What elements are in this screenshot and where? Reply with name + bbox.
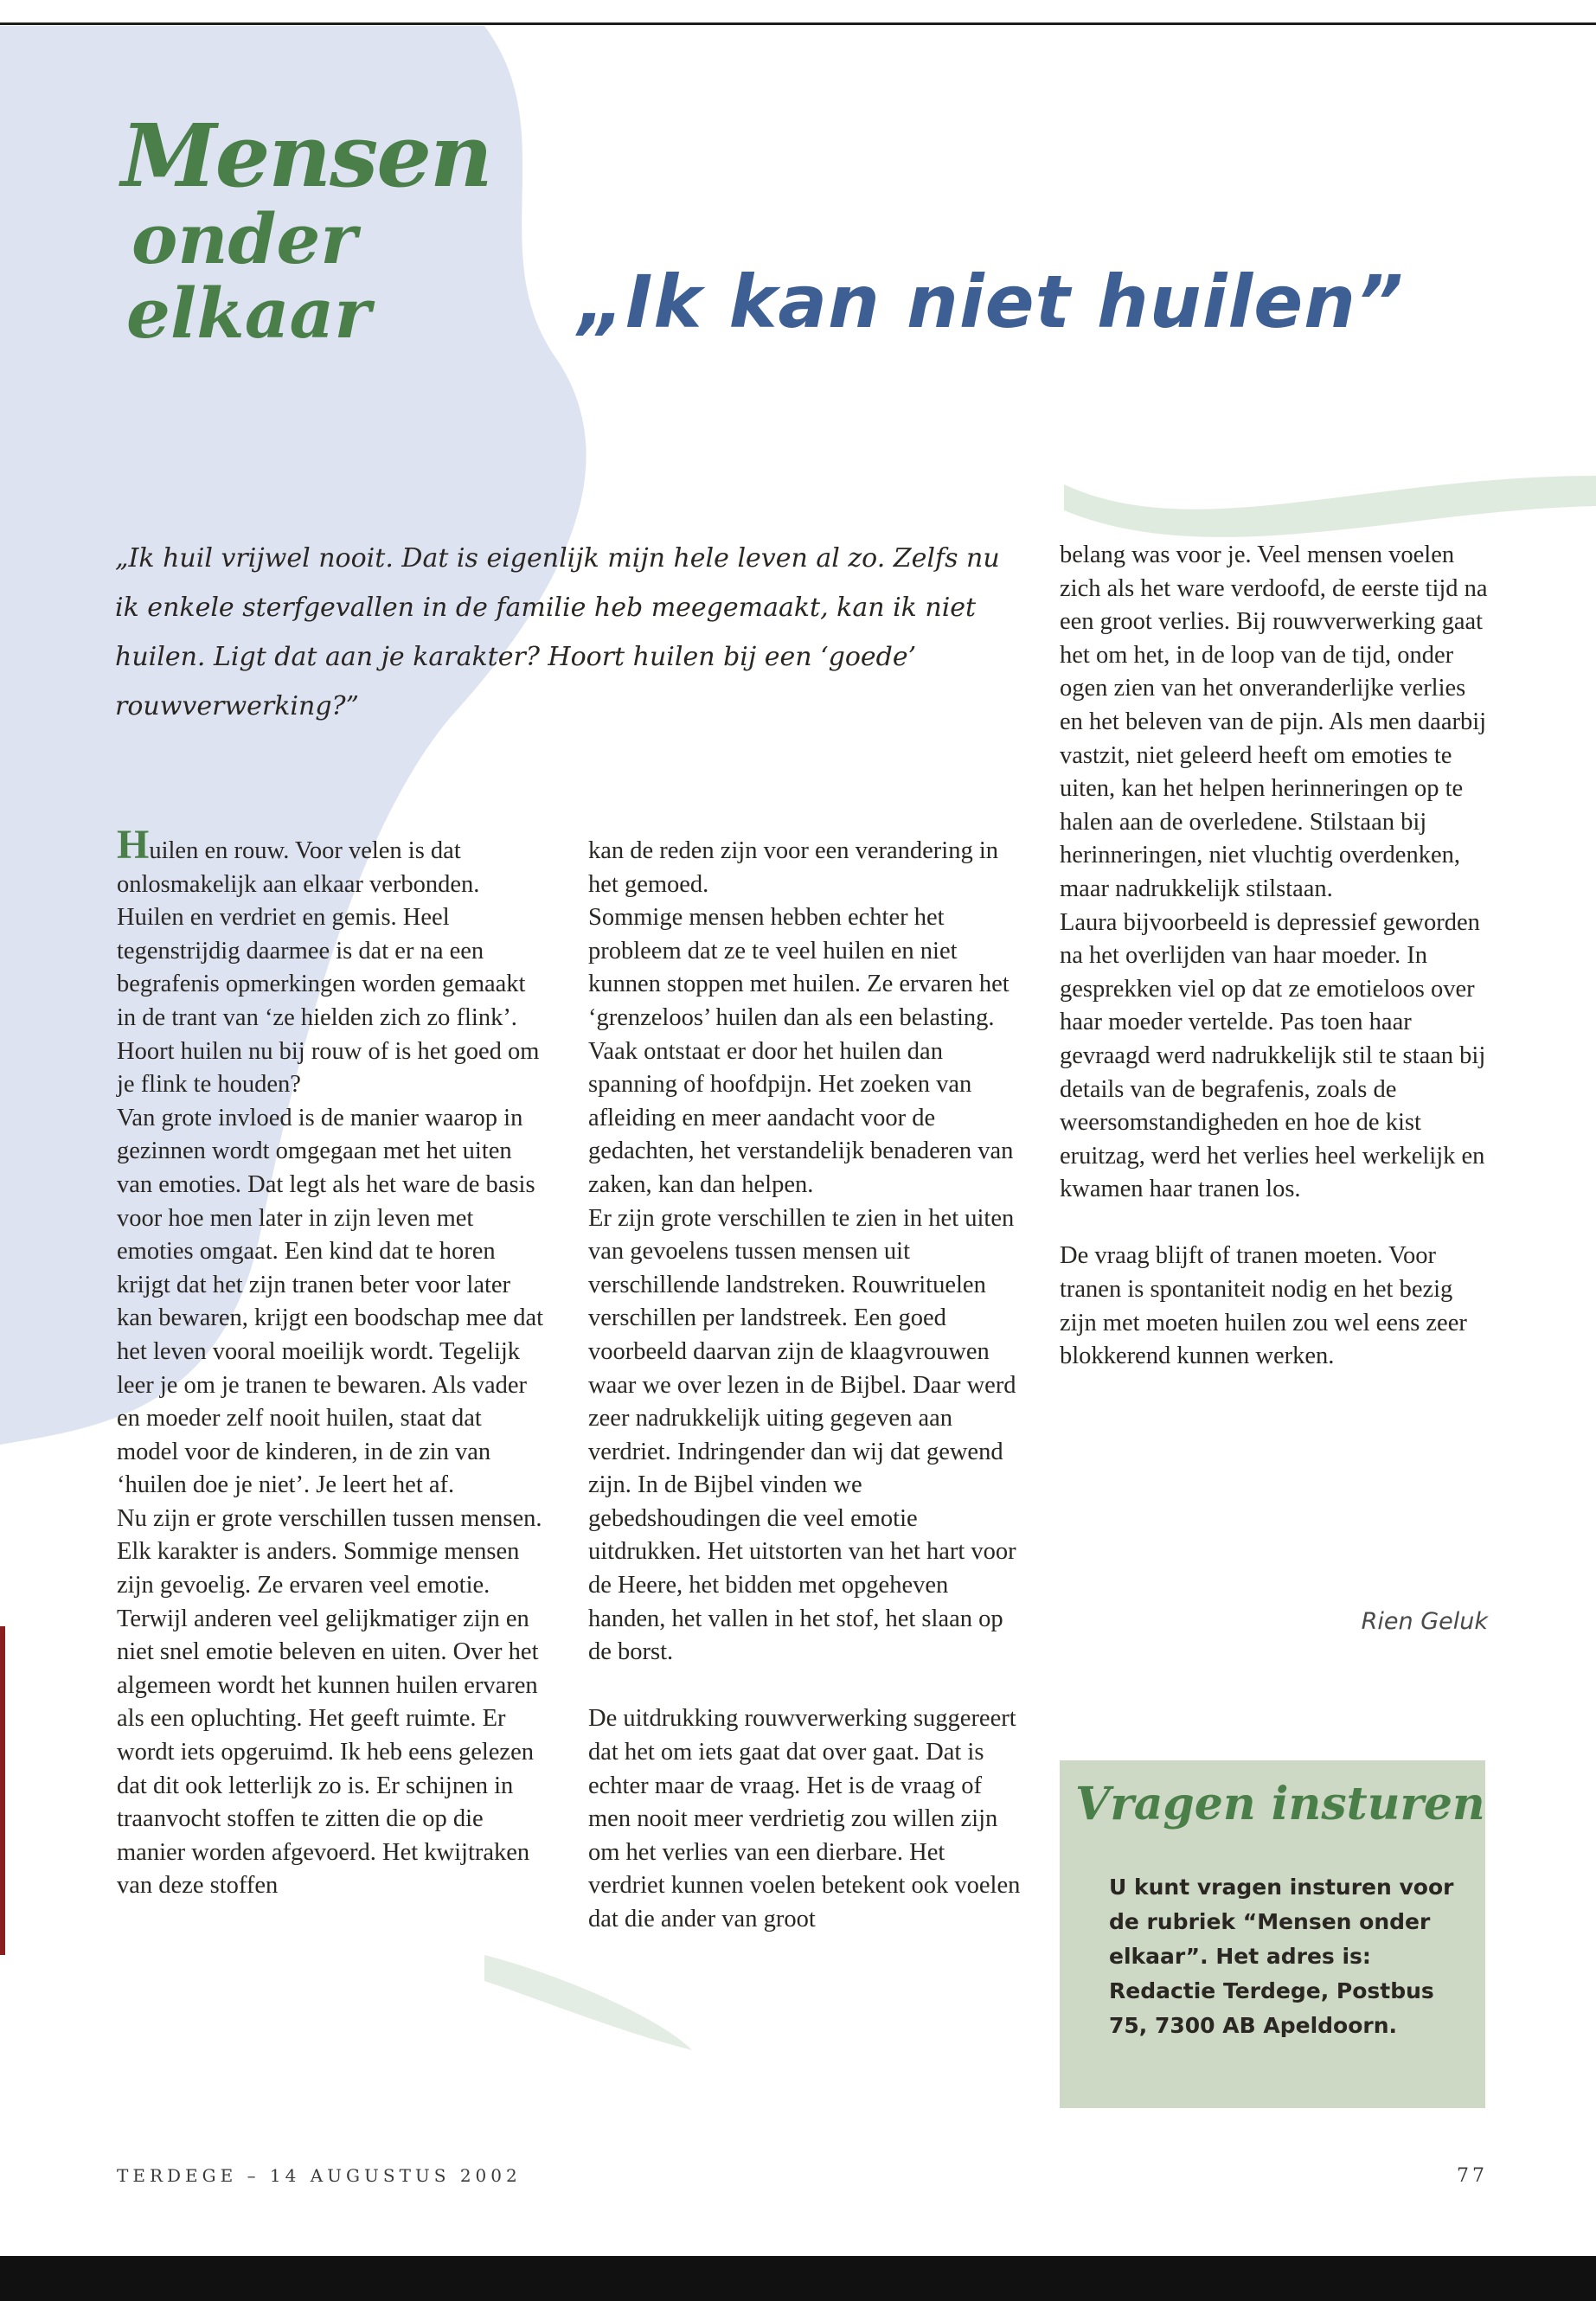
page-number: 77 [1457, 2165, 1488, 2187]
submit-questions-text: U kunt vragen insturen voor de rubriek “Mensen onder elkaar”. Het adres is: Redactie Terdege, Postbus 75, 7300 AB Apeldoorn. [1109, 1875, 1454, 2038]
top-rule [0, 22, 1596, 25]
drop-cap: H [117, 822, 150, 868]
footer-publication: TERDEGE – 14 AUGUSTUS 2002 [117, 2165, 522, 2186]
paragraph: Laura bijvoorbeeld is depressief geworden na het overlijden van haar moeder. In gesprekken viel op dat ze emotieloos over haar moeder vertelde. Pas toen haar gevraagd werd nadrukkelijk stil te staan bij details van de begrafenis, zoals de weersomstandigheden en hoe de kist eruitzag, werd het verlies heel werkelijk en kwamen haar tranen los. [1060, 908, 1486, 1203]
paragraph: Van grote invloed is de manier waarop in gezinnen wordt omgegaan met het uiten van emoties. Dat legt als het ware de basis voor hoe men later in zijn leven met emoties omgaat. Een kind dat te horen krijgt dat het zijn tranen beter voor later kan bewaren, krijgt een boodschap mee dat het leven vooral moeilijk wordt. Tegelijk leer je om je tranen te bewaren. Als vader en moeder zelf nooit huilen, staat dat model voor de kinderen, in de zin van ‘huilen doe je niet’. Je leert het af. [117, 1104, 544, 1499]
script-heading-line-1: Mensen [121, 105, 491, 207]
author-byline: Rien Geluk [1361, 1608, 1488, 1635]
paragraph [117, 822, 549, 1102]
script-heading-line-2: onder [131, 198, 357, 279]
paragraph: Er zijn grote verschillen te zien in het uiten van gevoelens tussen mensen uit verschillende landstreken. Rouwrituelen verschillen per landstreek. Een goed voorbeeld daarvan zijn de klaagvrouwen waar we over lezen in de Bijbel. Daar werd zeer nadrukkelijk uiting gegeven aan verdriet. Indringender dan wij dat gewend zijn. In de Bijbel vinden we gebedshoudingen die veel emotie uitdrukken. Het uitstorten van het hart voor de Heere, het bidden met opgeheven handen, het vallen in het stof, het slaan op de borst. [588, 1204, 1016, 1666]
bottom-scan-band [0, 2256, 1596, 2301]
article-column-1 [117, 822, 549, 1903]
article-title: „Ik kan niet huilen” [578, 260, 1405, 344]
paragraph: De uitdrukking rouwverwerking suggereert dat het om iets gaat dat over gaat. Dat is echter maar de vraag. Het is de vraag of men nooit meer verdrietig zou willen zijn om het verlies van een dierbare. Het verdriet kunnen voelen betekent ook voelen dat die ander van groot [588, 1705, 1021, 1932]
intro-question: „Ik huil vrijwel nooit. Dat is eigenlijk mijn hele leven al zo. Zelfs nu ik enkele sterfgevallen in de familie heb meegemaakt, kan ik niet huilen. Ligt dat aan je karakter? Hoort huilen bij een ‘goede’ rouwverwerking?” [115, 543, 1000, 721]
submit-questions-box [1060, 1760, 1485, 2108]
paragraph: Sommige mensen hebben echter het probleem dat ze te veel huilen en niet kunnen stoppen met huilen. Ze ervaren het ‘grenzeloos’ huilen dan als een belasting. Vaak ontstaat er door het huilen dan spanning of hoofdpijn. Het zoeken van afleiding en meer aandacht voor de gedachten, het verstandelijk benaderen van zaken, kan dan helpen. [588, 904, 1014, 1198]
paragraph: De vraag blijft of tranen moeten. Voor tranen is spontaniteit nodig en het bezig zijn met moeten huilen zou wel eens zeer blokkerend kunnen werken. [1060, 1242, 1467, 1370]
green-swoosh-bottom [484, 1955, 692, 2050]
paragraph-text: uilen en rouw. Voor velen is dat onlosmakelijk aan elkaar verbonden. Huilen en verdriet en gemis. Heel tegenstrijdig daarmee is dat er na een begrafenis opmerkingen worden gemaakt in de trant van ‘ze hielden zich zo flink’. Hoort huilen nu bij rouw of is het goed om je flink te houden? [117, 837, 540, 1099]
script-heading-line-3: elkaar [126, 272, 371, 354]
green-swoosh-top [1064, 476, 1596, 537]
paragraph: Nu zijn er grote verschillen tussen mensen. Elk karakter is anders. Sommige mensen zijn gevoelig. Ze ervaren veel emotie. Terwijl anderen veel gelijkmatiger zijn en niet snel emotie beleven en uiten. Over het algemeen wordt het kunnen huilen ervaren als een opluchting. Het geeft ruimte. Er wordt iets opgeruimd. Ik heb eens gelezen dat dit ook letterlijk zo is. Er schijnen in traanvocht stoffen te zitten die op die manier worden afgevoerd. Het kwijtraken van deze stoffen [117, 1504, 542, 1900]
paragraph: belang was voor je. Veel mensen voelen zich als het ware verdoofd, de eerste tijd na een groot verlies. Bij rouwverwerking gaat het om het, in de loop van de tijd, onder ogen zien van het onveranderlijke verlies en het beleven van de pijn. Als men daarbij vastzit, niet geleerd heeft om emoties te uiten, kan het helpen herinneringen op te halen aan de overledene. Stilstaan bij herinneringen, niet vluchtig overdenken, maar nadrukkelijk stilstaan. [1060, 542, 1488, 902]
article-column-3 [1060, 539, 1492, 1374]
left-edge-strip [0, 1626, 5, 1955]
section-heading-script [121, 105, 491, 354]
article-column-2 [588, 835, 1021, 1937]
paragraph: kan de reden zijn voor een verandering in het gemoed. [588, 837, 999, 898]
submit-questions-title: Vragen insturen [1075, 1778, 1485, 1830]
